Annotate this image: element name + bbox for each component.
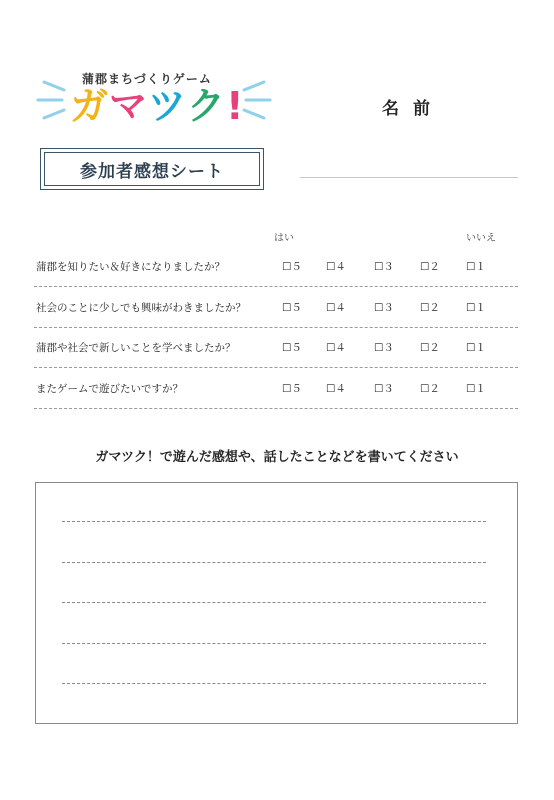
question-text: 蒲郡や社会で新しいことを学べましたか？ [36, 342, 236, 354]
scale-no-label: いいえ [466, 233, 496, 244]
scale-yes-label: はい [274, 233, 294, 244]
writing-line [62, 602, 486, 603]
option-1-checkbox[interactable]: ☐１ [466, 302, 486, 314]
logo-char: ツ [148, 84, 188, 128]
question-row [34, 368, 518, 409]
option-3-checkbox[interactable]: ☐３ [374, 261, 394, 273]
question-row [34, 327, 518, 368]
question-text: 蒲郡を知りたい＆好きになりましたか？ [36, 261, 225, 273]
option-5-checkbox[interactable]: ☐５ [282, 383, 302, 395]
writing-line [62, 643, 486, 644]
writing-line [62, 521, 486, 522]
logo-char: ガ [70, 84, 110, 128]
question-text: 社会のことに少しでも興味がわきましたか？ [36, 302, 246, 314]
sheet-title-box [40, 148, 264, 190]
question-row [34, 246, 518, 287]
option-3-checkbox[interactable]: ☐３ [374, 383, 394, 395]
option-1-checkbox[interactable]: ☐１ [466, 261, 486, 273]
option-5-checkbox[interactable]: ☐５ [282, 261, 302, 273]
option-2-checkbox[interactable]: ☐２ [420, 342, 440, 354]
name-label: 名前 [382, 99, 444, 119]
option-4-checkbox[interactable]: ☐４ [326, 342, 346, 354]
option-4-checkbox[interactable]: ☐４ [326, 302, 346, 314]
question-row [34, 287, 518, 328]
logo-char: ! [226, 84, 245, 128]
option-1-checkbox[interactable]: ☐１ [466, 383, 486, 395]
option-2-checkbox[interactable]: ☐２ [420, 383, 440, 395]
option-3-checkbox[interactable]: ☐３ [374, 302, 394, 314]
comment-box[interactable] [35, 482, 518, 724]
question-text: またゲームで遊びたいですか？ [36, 383, 183, 395]
name-input-line[interactable] [300, 177, 518, 178]
sheet-title: 参加者感想シート [44, 152, 260, 186]
option-3-checkbox[interactable]: ☐３ [374, 342, 394, 354]
option-5-checkbox[interactable]: ☐５ [282, 342, 302, 354]
option-2-checkbox[interactable]: ☐２ [420, 302, 440, 314]
option-5-checkbox[interactable]: ☐５ [282, 302, 302, 314]
writing-line [62, 683, 486, 684]
option-1-checkbox[interactable]: ☐１ [466, 342, 486, 354]
logo-char: ク [187, 84, 227, 128]
writing-line [62, 562, 486, 563]
option-4-checkbox[interactable]: ☐４ [326, 383, 346, 395]
logo-title [70, 84, 244, 128]
logo-char: マ [109, 84, 149, 128]
option-2-checkbox[interactable]: ☐２ [420, 261, 440, 273]
comment-prompt: ガマツク！で遊んだ感想や、話したことなどを書いてください [95, 450, 459, 465]
option-4-checkbox[interactable]: ☐４ [326, 261, 346, 273]
logo-subtitle: 蒲郡まちづくりゲーム [82, 72, 212, 86]
